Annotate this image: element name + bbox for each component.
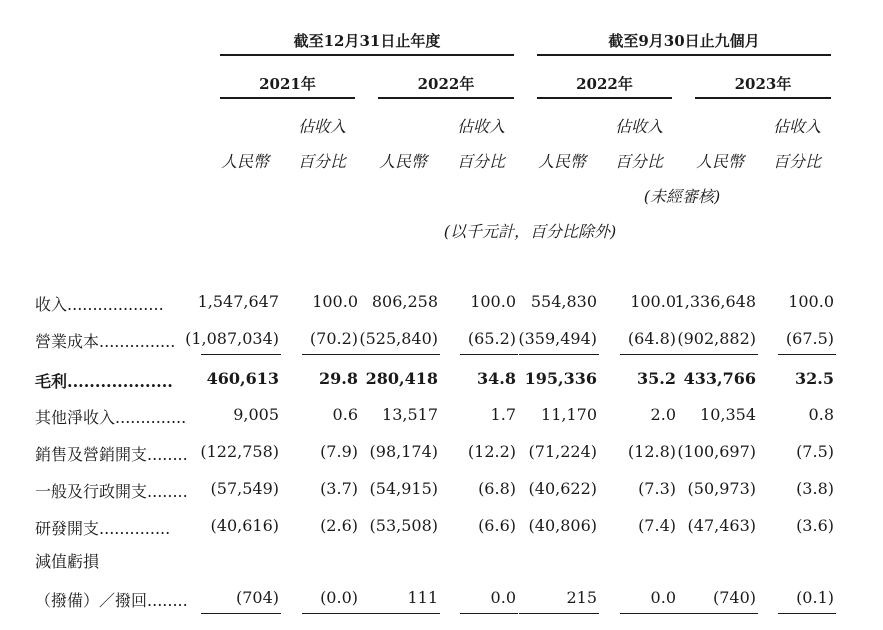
table-cell: (47,463) (687, 516, 756, 535)
subtotal-rule (302, 354, 360, 355)
header-nine-months-group: 截至9月30日止九個月 (608, 32, 760, 50)
table-cell: (1,087,034) (185, 329, 279, 348)
table-cell: 32.5 (795, 369, 834, 388)
year-rule-2023-9m (695, 97, 831, 99)
table-cell: (7.4) (638, 516, 676, 535)
row-label (35, 516, 193, 539)
table-cell: 0.8 (808, 405, 834, 424)
subtotal-rule (778, 354, 836, 355)
year-rule-2022-fy (378, 97, 514, 99)
row-label (35, 549, 193, 572)
table-cell: 554,830 (530, 292, 597, 311)
row-label (35, 405, 193, 428)
table-cell: 1,336,648 (674, 292, 756, 311)
table-cell: (3.7) (320, 479, 358, 498)
table-cell: 195,336 (524, 369, 597, 388)
table-cell: (7.5) (796, 442, 834, 461)
table-cell: (7.9) (320, 442, 358, 461)
year-rule-2022-9m (537, 97, 672, 99)
subtotal-rule (360, 354, 440, 355)
subtotal-rule (460, 354, 518, 355)
year-rule-2021 (220, 97, 355, 99)
table-cell: (40,806) (528, 516, 597, 535)
table-cell: 0.0 (650, 588, 676, 607)
table-cell: (525,840) (359, 329, 438, 348)
rmb-header: 人民幣 (695, 152, 744, 171)
table-cell: (67.5) (785, 329, 834, 348)
row-leader-dots: ............... (99, 332, 176, 351)
table-cell: (2.6) (320, 516, 358, 535)
table-cell: (54,915) (369, 479, 438, 498)
table-cell: (40,616) (210, 516, 279, 535)
row-label (35, 329, 193, 352)
subtotal-rule (678, 613, 758, 614)
subtotal-rule (519, 354, 599, 355)
table-cell: 11,170 (541, 405, 597, 424)
table-cell: 280,418 (365, 369, 438, 388)
table-cell: 0.0 (490, 588, 516, 607)
row-label-text: 研發開支 (35, 519, 100, 538)
table-cell: 100.0 (630, 292, 676, 311)
table-cell: (12.8) (627, 442, 676, 461)
row-label-text: 其他淨收入 (35, 408, 116, 427)
table-cell: 460,613 (206, 369, 279, 388)
row-label-text: 收入 (35, 295, 68, 314)
unaudited-note: (未經審核) (643, 187, 721, 206)
table-cell: (902,882) (677, 329, 756, 348)
pct-header-line2: 百分比 (297, 152, 346, 171)
table-cell: 10,354 (700, 405, 756, 424)
year-header-2021: 2021年 (259, 75, 316, 93)
row-leader-dots: .............. (115, 408, 187, 427)
row-leader-dots: ........ (147, 445, 188, 464)
rmb-header: 人民幣 (537, 152, 586, 171)
table-cell: 433,766 (683, 369, 756, 388)
table-cell: (100,697) (677, 442, 756, 461)
pct-header-line2: 百分比 (456, 152, 505, 171)
row-label (35, 588, 193, 611)
row-label-text: 營業成本 (35, 332, 100, 351)
pct-header-line1: 佔收入 (297, 117, 346, 136)
table-cell: (0.0) (320, 588, 358, 607)
table-cell: 9,005 (233, 405, 279, 424)
table-cell: 13,517 (382, 405, 438, 424)
table-cell: (12.2) (467, 442, 516, 461)
table-cell: (3.8) (796, 479, 834, 498)
table-cell: 100.0 (312, 292, 358, 311)
table-cell: (7.3) (638, 479, 676, 498)
subtotal-rule (460, 613, 518, 614)
table-cell: (6.8) (478, 479, 516, 498)
table-cell: 215 (566, 588, 597, 607)
rmb-header: 人民幣 (220, 152, 269, 171)
row-label (35, 292, 193, 315)
year-header-2022-fy: 2022年 (417, 75, 475, 93)
subtotal-rule (201, 613, 281, 614)
table-cell: (53,508) (369, 516, 438, 535)
table-cell: 35.2 (637, 369, 676, 388)
row-leader-dots: ........ (147, 591, 188, 610)
table-cell: 100.0 (470, 292, 516, 311)
row-leader-dots: ................... (67, 295, 164, 314)
pct-header-line1: 佔收入 (772, 117, 821, 136)
subtotal-rule (201, 354, 281, 355)
table-cell: (122,758) (200, 442, 279, 461)
table-cell: (70.2) (309, 329, 358, 348)
table-cell: (98,174) (369, 442, 438, 461)
table-cell: 1,547,647 (197, 292, 279, 311)
row-label (35, 369, 193, 392)
row-label-text: 減值虧損 (35, 552, 100, 571)
table-cell: 2.0 (650, 405, 676, 424)
table-cell: 29.8 (319, 369, 358, 388)
table-cell: 806,258 (371, 292, 438, 311)
pct-header-line1: 佔收入 (614, 117, 663, 136)
pct-header-line1: 佔收入 (456, 117, 505, 136)
table-cell: (704) (235, 588, 279, 607)
table-cell: (57,549) (210, 479, 279, 498)
unit-note: (以千元計，百分比除外) (443, 222, 617, 241)
year-header-2023-9m: 2023年 (734, 75, 792, 93)
table-cell: (0.1) (796, 588, 834, 607)
subtotal-rule (620, 354, 678, 355)
rmb-header: 人民幣 (378, 152, 427, 171)
table-cell: (3.6) (796, 516, 834, 535)
pct-header-line2: 百分比 (614, 152, 663, 171)
table-cell: (65.2) (467, 329, 516, 348)
subtotal-rule (302, 613, 360, 614)
row-leader-dots: .............. (99, 519, 171, 538)
row-label-text: 毛利 (35, 372, 68, 391)
table-cell: 34.8 (477, 369, 516, 388)
row-label (35, 442, 193, 465)
table-cell: (359,494) (518, 329, 597, 348)
row-leader-dots: ................... (67, 372, 173, 391)
subtotal-rule (678, 354, 758, 355)
table-cell: (740) (712, 588, 756, 607)
row-label-text: 一般及行政開支 (35, 482, 148, 501)
row-leader-dots: ........ (147, 482, 188, 501)
table-cell: 111 (407, 588, 438, 607)
row-label-text: （撥備）／撥回 (35, 591, 148, 610)
table-cell: (6.6) (478, 516, 516, 535)
table-cell: (40,622) (528, 479, 597, 498)
subtotal-rule (519, 613, 599, 614)
pct-header-line2: 百分比 (772, 152, 821, 171)
table-cell: (71,224) (528, 442, 597, 461)
table-cell: 100.0 (788, 292, 834, 311)
table-cell: (50,973) (687, 479, 756, 498)
table-cell: (64.8) (627, 329, 676, 348)
row-label-text: 銷售及營銷開支 (35, 445, 148, 464)
row-label (35, 479, 193, 502)
subtotal-rule (778, 613, 836, 614)
header-year-end-group: 截至12月31日止年度 (293, 32, 441, 50)
table-cell: 0.6 (332, 405, 358, 424)
table-cell: 1.7 (490, 405, 516, 424)
subtotal-rule (360, 613, 440, 614)
header-year-end-rule (220, 54, 514, 56)
subtotal-rule (620, 613, 678, 614)
header-nine-months-rule (537, 54, 831, 56)
year-header-2022-9m: 2022年 (576, 75, 633, 93)
